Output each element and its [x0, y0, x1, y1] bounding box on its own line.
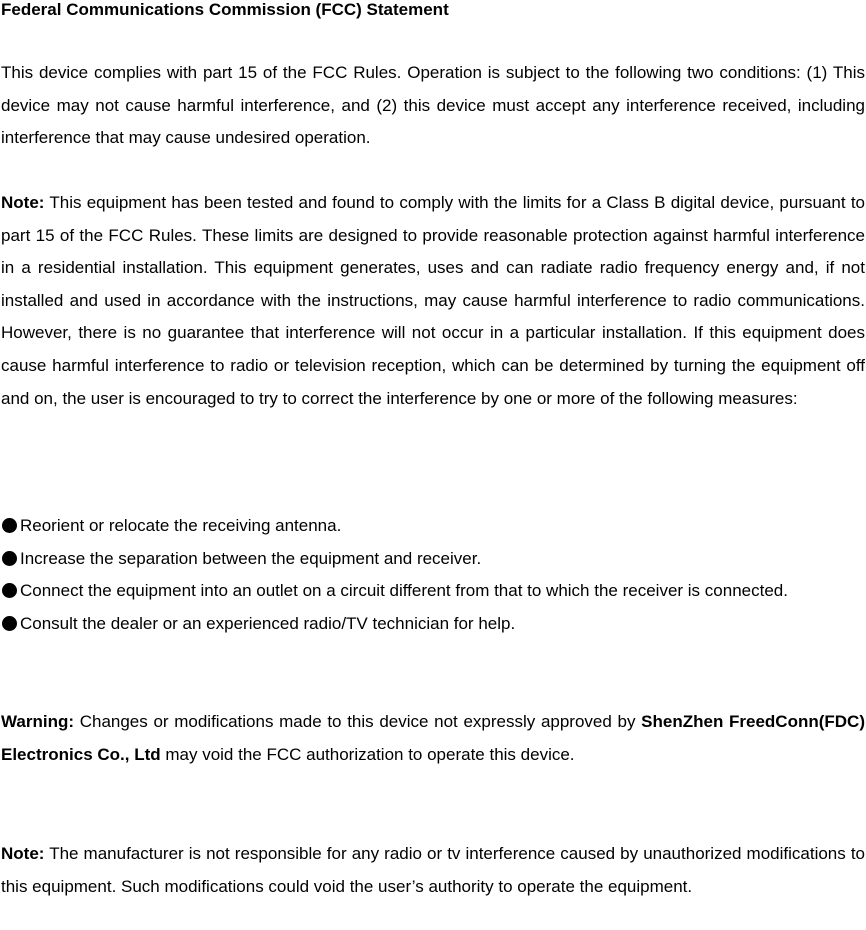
manufacturer-note-paragraph [1, 838, 865, 903]
note-label: Note: [1, 193, 45, 212]
warning-label: Warning: [1, 712, 75, 731]
list-item-text: Connect the equipment into an outlet on a circuit different from that to which the receiver is connected. [20, 581, 788, 601]
list-item [1, 608, 865, 641]
note-label: Note: [1, 844, 45, 863]
bullet-icon [2, 551, 17, 566]
warning-text-after: may void the FCC authorization to operate this device. [160, 744, 575, 764]
bullet-icon [2, 518, 17, 533]
warning-text-before: Changes or modifications made to this device not expressly approved by [74, 712, 642, 731]
list-item [1, 575, 865, 608]
list-item-text: Consult the dealer or an experienced radio/TV technician for help. [20, 613, 516, 633]
list-item-text: Reorient or relocate the receiving antenna. [20, 516, 342, 535]
measures-list [1, 510, 865, 640]
note-text: The manufacturer is not responsible for any radio or tv interference caused by unauthorized modifications to this equipment. Such modifications could void the user’s authority to operate the equipment. [1, 844, 865, 896]
list-item-text: Increase the separation between the equipment and receiver. [20, 548, 482, 568]
list-item [1, 510, 865, 543]
company-name: ShenZhen FreedConn(FDC) Electronics Co., Ltd [1, 712, 865, 764]
bullet-icon [2, 583, 17, 598]
compliance-paragraph: This device complies with part 15 of the FCC Rules. Operation is subject to the following two conditions: (1) This device may not cause harmful interference, and (2) this device must accept any interference received, including interference that may cause undesired operation. [1, 63, 865, 148]
note-text: This equipment has been tested and found to comply with the limits for a Class B digital device, pursuant to part 15 of the FCC Rules. These limits are designed to provide reasonable protection against harmful interference in a residential installation. This equipment generates, uses and can radiate radio frequency energy and, if not installed and used in accordance with the instructions, may cause harmful interference to radio communications. However, there is no guarantee that interference will not occur in a particular installation. If this equipment does cause harmful interference to radio or television reception, which can be determined by turning the equipment off and on, the user is encouraged to try to correct the interference by one or more of the following measures: [1, 193, 865, 408]
fcc-statement-document [1, 0, 865, 896]
document-title: Federal Communications Commission (FCC) Statement [1, 0, 449, 19]
list-item [1, 543, 865, 576]
warning-paragraph [1, 706, 865, 771]
note-paragraph [1, 187, 865, 415]
bullet-icon [2, 616, 17, 631]
